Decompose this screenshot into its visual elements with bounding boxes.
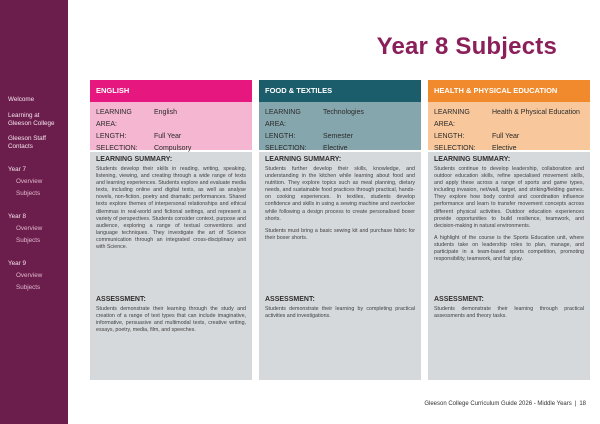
assessment-text: Students demonstrate their learning by completing practical activities and investigations. [265, 306, 415, 320]
learning-summary [90, 152, 252, 292]
assessment [259, 292, 421, 380]
nav-year-8-overview[interactable]: Overview [16, 225, 43, 232]
subject-card-health-pe [428, 80, 590, 380]
learning-area-label: LEARNING AREA: [265, 109, 301, 128]
selection-label: SELECTION: [96, 145, 138, 152]
subject-header: ENGLISH [90, 80, 252, 102]
assessment-label: ASSESSMENT: [434, 296, 484, 303]
selection-value: Elective [492, 145, 517, 152]
page-footer [424, 401, 586, 407]
learning-area-value: Technologies [323, 109, 364, 116]
learning-summary-text-2: Students must bring a basic sewing kit and purchase fabric for their boxer shorts. [265, 227, 415, 241]
assessment-label: ASSESSMENT: [96, 296, 146, 303]
length-label: LENGTH: [265, 133, 296, 140]
length-value: Semester [323, 133, 353, 140]
learning-area-label: LEARNING AREA: [96, 109, 132, 128]
nav-learning-at-gleeson[interactable]: Learning at Gleeson College [8, 112, 55, 127]
assessment-text: Students demonstrate their learning through practical assessments and theory tasks. [434, 306, 584, 320]
subject-card-food-textiles [259, 80, 421, 380]
length-label: LENGTH: [96, 133, 127, 140]
learning-summary-text: Students develop their skills in reading, writing, speaking, listening, viewing, and creating through a wide range of texts and learning experiences. Students explore and evaluate media texts, including online and digital texts, as well as analyse novels, non-fiction, poetry and dramatic performances. Shared texts explore themes of interpersonal relationships and ethical dilemmas in real-world and fictional settings, and represent a variety of perspectives. Students consider context, purpose and audience, exploring a range of textual conventions and language techniques. They investigate the art of Science communication through an integrated cross-disciplinary unit with Science. [96, 166, 246, 251]
length-value: Full Year [154, 133, 182, 140]
subject-header: HEALTH & PHYSICAL EDUCATION [428, 80, 590, 102]
assessment-text: Students demonstrate their learning through the study and creation of a range of text types that can include imaginative, informative, persuasive and multimodal texts, creative writing, essays, poetry, media, film, and speeches. [96, 306, 246, 334]
nav-year-9[interactable]: Year 9 [8, 260, 26, 267]
learning-summary-label: LEARNING SUMMARY: [96, 156, 173, 163]
learning-summary [259, 152, 421, 292]
learning-summary-text: Students continue to develop leadership, collaboration and outdoor education skills, refine specialised movement skills, and apply these across a range of sports and game types, including invasion, net/wall, target, and striking/fielding games. They explore how body control and coordination influence performance and learn to transfer movement concepts across different physical activities. Outdoor education experiences provide opportunities to build resilience, teamwork, and decision-making in natural environments. [434, 166, 584, 229]
learning-area-value: English [154, 109, 177, 116]
footer-text: Gleeson College Curriculum Guide 2026 - Middle Years [424, 401, 572, 407]
page-number: 18 [579, 401, 586, 407]
nav-year-7[interactable]: Year 7 [8, 166, 26, 173]
learning-summary-text: Students further develop their skills, knowledge, and understanding in the kitchen while learning about food and nutrition. They explore topics such as meal planning, dietary needs, and sustainable food practices through practical, hands-on cooking experiences. In textiles, students develop confidence and skills in using a sewing machine and overlocker while following a design process to create personalised boxer shorts. [265, 166, 415, 222]
nav-staff-contacts[interactable]: Gleeson Staff Contacts [8, 135, 47, 150]
sidebar-nav [0, 0, 68, 424]
subject-card-english [90, 80, 252, 380]
learning-summary-label: LEARNING SUMMARY: [434, 156, 511, 163]
nav-year-8-subjects[interactable]: Subjects [16, 237, 41, 244]
assessment-label: ASSESSMENT: [265, 296, 315, 303]
nav-year-7-subjects[interactable]: Subjects [16, 190, 41, 197]
learning-area-value: Health & Physical Education [492, 109, 580, 116]
length-label: LENGTH: [434, 133, 465, 140]
learning-summary-label: LEARNING SUMMARY: [265, 156, 342, 163]
footer-separator: | [574, 401, 577, 407]
selection-value: Compulsory [154, 145, 192, 152]
nav-year-8[interactable]: Year 8 [8, 213, 26, 220]
learning-area-label: LEARNING AREA: [434, 109, 470, 128]
learning-summary [428, 152, 590, 292]
subject-info [428, 102, 590, 150]
selection-label: SELECTION: [265, 145, 307, 152]
selection-value: Elective [323, 145, 348, 152]
nav-year-7-overview[interactable]: Overview [16, 178, 43, 185]
nav-year-9-subjects[interactable]: Subjects [16, 284, 41, 291]
length-value: Full Year [492, 133, 520, 140]
nav-year-9-overview[interactable]: Overview [16, 272, 43, 279]
page-title: Year 8 Subjects [376, 33, 557, 60]
selection-label: SELECTION: [434, 145, 476, 152]
assessment [90, 292, 252, 380]
learning-summary-text-2: A highlight of the course is the Sports Education unit, where students take on leadership roles to plan, manage, and participate in a team-based sports competition, promoting responsibility, teamwork, and fair play. [434, 234, 584, 263]
subject-header: FOOD & TEXTILES [259, 80, 421, 102]
nav-welcome[interactable]: Welcome [8, 96, 35, 103]
assessment [428, 292, 590, 380]
subject-info [259, 102, 421, 150]
subject-info [90, 102, 252, 150]
